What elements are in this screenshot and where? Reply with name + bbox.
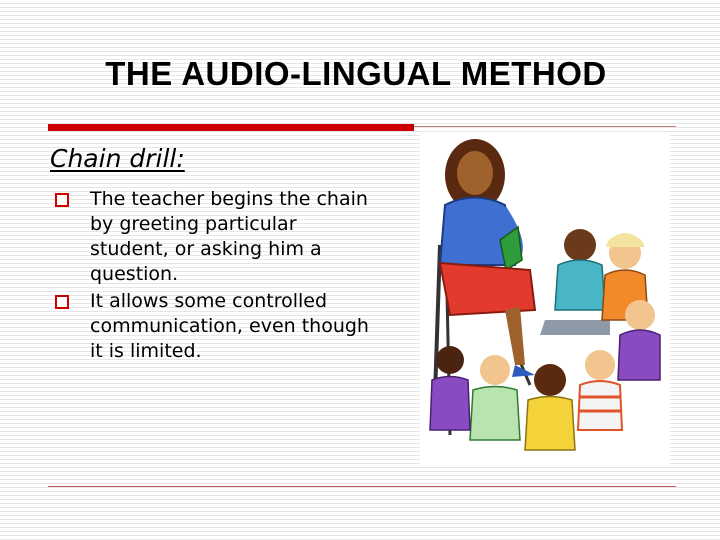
bullet-list [52, 187, 372, 366]
bullet-text: It allows some controlled communication, even though it is limited. [90, 290, 369, 362]
square-bullet-icon [55, 295, 69, 309]
title-underline-accent [48, 124, 414, 131]
bullet-item [52, 289, 372, 364]
square-bullet-icon [55, 193, 69, 207]
slide-title: THE AUDIO-LINGUAL METHOD [105, 55, 607, 92]
bullet-text: The teacher begins the chain by greeting particular student, or asking him a question. [90, 188, 368, 285]
slide-subtitle: Chain drill: [50, 144, 185, 173]
title-underline-thin [414, 126, 676, 127]
classroom-clipart-icon [420, 135, 670, 465]
footer-divider [48, 486, 676, 487]
teacher-children-illustration [420, 135, 670, 465]
bullet-item [52, 187, 372, 287]
